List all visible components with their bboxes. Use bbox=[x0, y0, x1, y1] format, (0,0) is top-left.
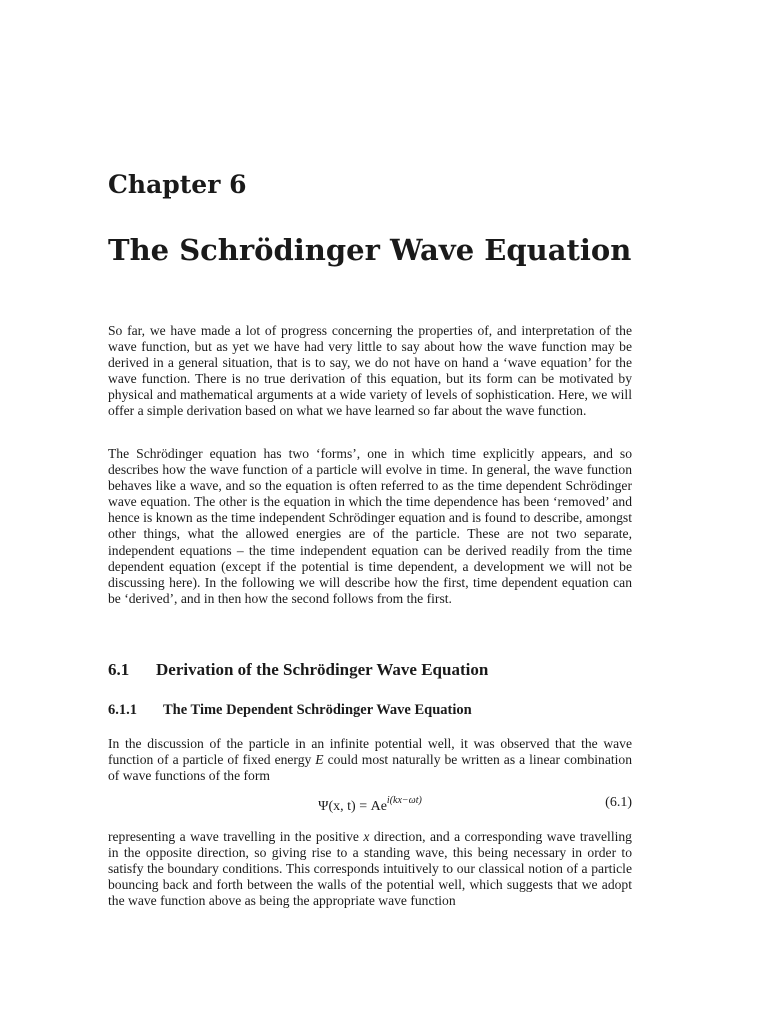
wave-text-end: direction, and a corresponding wave travelling in the opposite direction, so giving rise to a standing wave, this being necessary in order to satisfy the boundary conditions. This corresponds intuitively to our classical notion of a particle bouncing back and forth between the walls of the potential well, which suggests that we adopt the wave function above as being the appropriate wave function bbox=[108, 829, 632, 909]
wave-function-equation bbox=[108, 795, 632, 817]
subsection-heading bbox=[108, 702, 472, 719]
chapter-title: The Schrödinger Wave Equation bbox=[108, 233, 632, 267]
forms-paragraph: The Schrödinger equation has two ‘forms’, one in which time explicitly appears, and so describes how the wave function of a particle will evolve in time. In general, the wave function behaves like a wave, and so the equation is often referred to as the time dependent Schrödinger wave equation. The other is the equation in which the time dependence has been ‘removed’ and hence is known as the time independent Schrödinger equation and is found to describe, amongst other things, what the allowed energies are of the particle. These are not two separate, independent equations – the time independent equation can be derived readily from the time dependent equation (except if the potential is time dependent, a development we will not be discussing here). In the following we will describe how the first, time dependent equation can be ‘derived’, and in then how the second follows from the first. bbox=[108, 446, 632, 606]
equation-lhs: Ψ(x, t) = Ae bbox=[318, 799, 387, 814]
section-heading bbox=[108, 660, 488, 680]
equation-formula bbox=[108, 795, 632, 815]
chapter-label: Chapter 6 bbox=[108, 170, 247, 199]
section-number: 6.1 bbox=[108, 660, 130, 679]
wave-text-start: representing a wave travelling in the positive bbox=[108, 829, 364, 844]
well-text-end: could most naturally be written as a linear combination of wave functions of the form bbox=[108, 752, 632, 784]
x-variable: x bbox=[363, 829, 370, 844]
well-text-start: In the discussion of the particle in an infinite potential well, it was observed that the wave function of a particle of fixed energy bbox=[108, 736, 632, 768]
standing-wave-paragraph bbox=[108, 829, 632, 909]
subsection-title: The Time Dependent Schrödinger Wave Equation bbox=[163, 702, 472, 718]
section-title: Derivation of the Schrödinger Wave Equation bbox=[156, 660, 489, 679]
subsection-number: 6.1.1 bbox=[108, 702, 137, 718]
infinite-well-paragraph bbox=[108, 736, 632, 784]
equation-number: (6.1) bbox=[605, 795, 632, 810]
intro-paragraph: So far, we have made a lot of progress concerning the properties of, and interpretation of the wave function, but as yet we have had very little to say about how the wave function may be derived in a general situation, that is to say, we do not have on hand a ‘wave equation’ for the wave function. There is no true derivation of this equation, but its form can be motivated by physical and mathematical arguments at a wide variety of levels of sophistication. Here, we will offer a simple derivation based on what we have learned so far about the wave function. bbox=[108, 323, 632, 419]
equation-exponent: i(kx−ωt) bbox=[386, 795, 422, 806]
energy-variable: E bbox=[315, 752, 324, 768]
